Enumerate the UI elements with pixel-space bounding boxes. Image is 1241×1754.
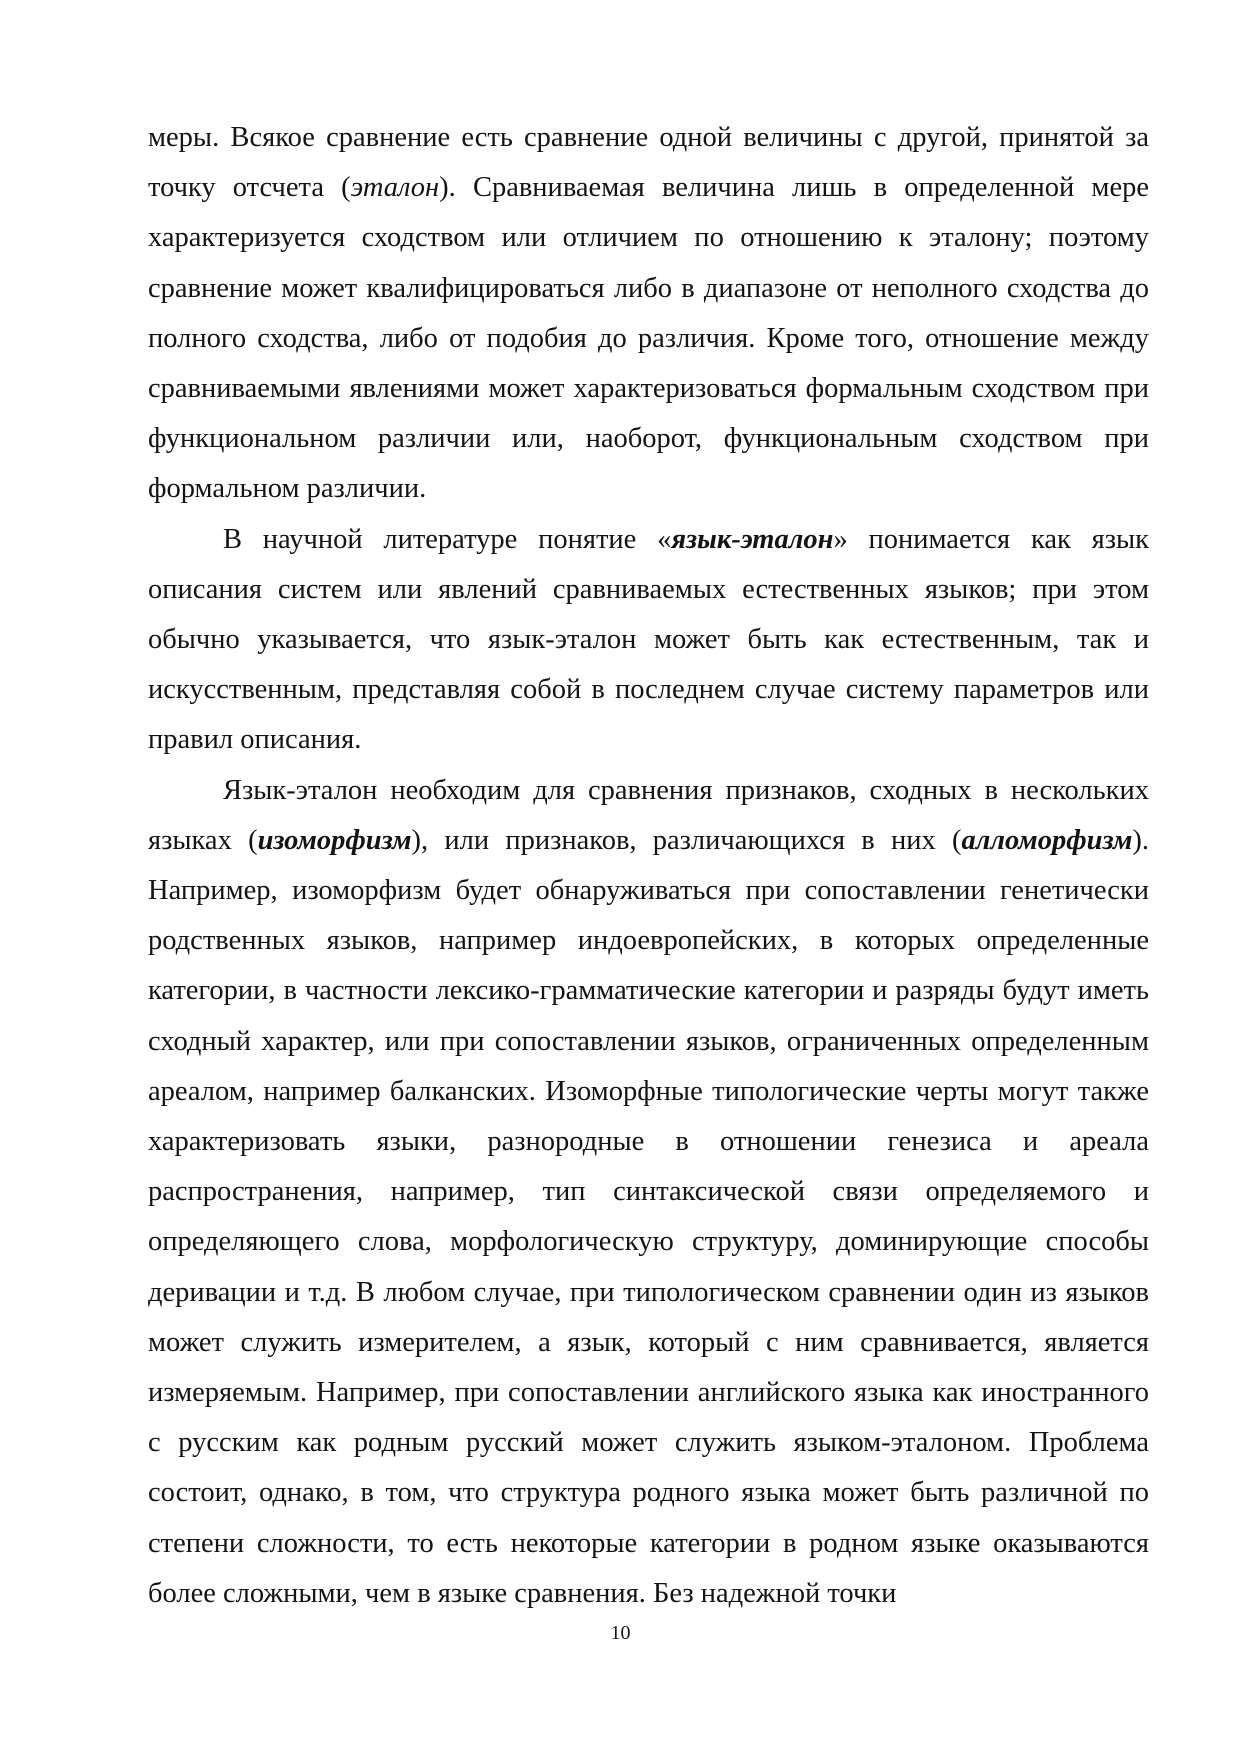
bold-italic-term-allomorfizm: алломорфизм — [961, 824, 1133, 856]
bold-italic-term-izomorfizm: изоморфизм — [257, 824, 412, 856]
bold-italic-term-yazyk-etalon: язык-эталон — [671, 523, 834, 555]
text-run: ). Например, изоморфизм будет обнаруживаться при сопоставлении генетически родственных языков, например индоевропейских, в которых определенные категории, в частности лексико-грамматические категории и разряды будут иметь сходный характер, или при сопоставлении языков, ограниченных определенным ареалом, например балканских. Изоморфные типологические черты могут также характеризовать языки, разнородные в отношении генезиса и ареала распространения, например, тип синтаксической связи определяемого и определяющего слова, морфологическую структуру, доминирующие способы деривации и т.д. В любом случае, при типологическом сравнении один из языков может служить измерителем, а язык, который с ним сравнивается, является измеряемым. Например, при сопоставлении английского языка как иностранного с русским как родным русский может служить языком-эталоном. Проблема состоит, однако, в том, что структура родного языка может быть различной по степени сложности, то есть некоторые категории в родном языке оказываются более сложными, чем в языке сравнения. Без надежной точки — [148, 824, 1149, 1609]
paragraph-1 — [148, 113, 1149, 515]
text-run: меры. Всякое сравнение есть сравнение одной величины с другой, принятой за точку отсчета ( — [148, 122, 1149, 204]
text-run: ), или признаков, различающихся в них ( — [411, 824, 962, 856]
italic-term-etalon: эталон — [350, 172, 440, 204]
paragraph-2 — [148, 515, 1149, 766]
paragraph-3 — [148, 766, 1149, 1619]
text-run: » понимается как язык описания систем или явлений сравниваемых естественных языков; при этом обычно указывается, что язык-эталон может быть как естественным, так и искусственным, представляя собой в последнем случае систему параметров или правил описания. — [148, 523, 1149, 756]
text-run: В научной литературе понятие « — [223, 523, 672, 555]
body-text — [148, 113, 1149, 1619]
text-run: Язык-эталон необходим для сравнения признаков, сходных в нескольких языках ( — [148, 774, 1149, 856]
page-number: 10 — [610, 1622, 631, 1644]
text-run: ). Сравниваемая величина лишь в определенной мере характеризуется сходством или отличием по отношению к эталону; поэтому сравнение может квалифицироваться либо в диапазоне от неполного сходства до полного сходства, либо от подобия до различия. Кроме того, отношение между сравниваемыми явлениями может характеризоваться формальным сходством при функциональном различии или, наоборот, функциональным сходством при формальном различии. — [148, 172, 1149, 505]
